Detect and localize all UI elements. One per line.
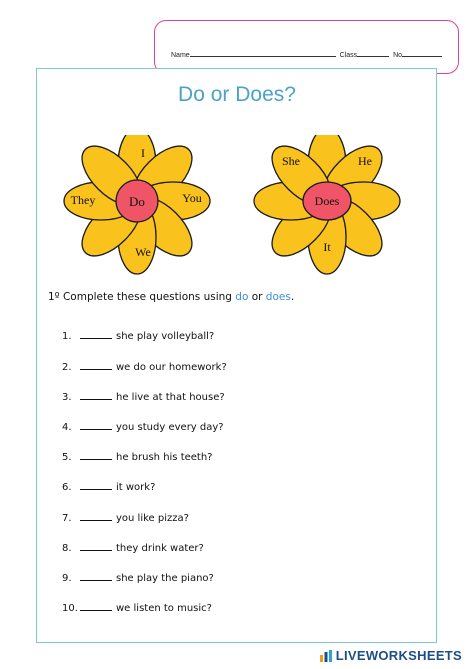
question-text: he brush his teeth? — [116, 452, 213, 463]
question-text: she play the piano? — [116, 573, 214, 584]
answer-blank[interactable] — [80, 360, 112, 370]
instructions-word-does: does — [265, 291, 291, 303]
question-text: you study every day? — [116, 422, 224, 433]
answer-blank[interactable] — [80, 571, 112, 581]
question-2 — [62, 360, 227, 373]
question-number: 3. — [62, 392, 72, 403]
logo-bar — [320, 655, 323, 662]
question-5 — [62, 450, 213, 463]
petal-word-it: It — [323, 240, 331, 254]
question-number: 6. — [62, 482, 72, 493]
answer-blank[interactable] — [80, 329, 112, 339]
question-text: he live at that house? — [116, 392, 225, 403]
brand-name: LIVEWORKSHEETS — [335, 648, 462, 663]
instructions-word-do: do — [235, 291, 249, 303]
petal-word-she: She — [282, 154, 300, 168]
question-9 — [62, 571, 214, 584]
answer-blank[interactable] — [80, 511, 112, 521]
instructions-middle: or — [248, 291, 266, 303]
liveworksheets-logo-icon — [319, 649, 333, 663]
flower-center-word: Do — [129, 194, 145, 209]
question-6 — [62, 480, 155, 493]
name-label: Name — [171, 52, 190, 59]
question-text: we listen to music? — [116, 603, 212, 614]
flower-do — [55, 135, 220, 275]
question-number: 5. — [62, 452, 72, 463]
class-label: Class — [339, 52, 358, 59]
flower-center-word: Does — [314, 194, 340, 208]
question-text: you like pizza? — [116, 513, 189, 524]
question-number: 9. — [62, 573, 72, 584]
no-label: No — [393, 52, 403, 59]
petal-word-we: We — [135, 245, 151, 259]
answer-blank[interactable] — [80, 450, 112, 460]
name-box — [154, 20, 459, 74]
instructions-suffix: . — [290, 291, 295, 303]
question-number: 7. — [62, 513, 72, 524]
no-field[interactable] — [402, 49, 442, 57]
name-line — [171, 49, 442, 59]
class-field[interactable] — [357, 49, 389, 57]
question-10 — [62, 601, 212, 614]
page-title: Do or Does? — [178, 83, 296, 106]
question-7 — [62, 511, 189, 524]
question-number: 4. — [62, 422, 72, 433]
question-text: we do our homework? — [116, 362, 227, 373]
answer-blank[interactable] — [80, 480, 112, 490]
answer-blank[interactable] — [80, 541, 112, 551]
footer-brand — [319, 648, 462, 663]
question-number: 8. — [62, 543, 72, 554]
petal-word-he: He — [358, 154, 372, 168]
question-text: she play volleyball? — [116, 331, 215, 342]
question-4 — [62, 420, 224, 433]
answer-blank[interactable] — [80, 420, 112, 430]
question-number: 1. — [62, 331, 72, 342]
question-number: 2. — [62, 362, 72, 373]
answer-blank[interactable] — [80, 390, 112, 400]
question-3 — [62, 390, 225, 403]
question-1 — [62, 329, 214, 342]
instructions — [48, 291, 294, 303]
flower-does — [245, 135, 410, 275]
question-number: 10. — [62, 603, 78, 614]
name-field[interactable] — [190, 49, 336, 57]
question-8 — [62, 541, 204, 554]
petal-word-they: They — [70, 193, 96, 207]
logo-bar — [329, 650, 332, 662]
logo-bar — [324, 652, 327, 662]
question-text: it work? — [116, 482, 156, 493]
question-text: they drink water? — [116, 543, 204, 554]
instructions-prefix: 1º Complete these questions using — [48, 291, 236, 303]
petal-word-you: You — [182, 191, 202, 205]
answer-blank[interactable] — [80, 601, 112, 611]
petal-word-i: I — [141, 146, 145, 160]
